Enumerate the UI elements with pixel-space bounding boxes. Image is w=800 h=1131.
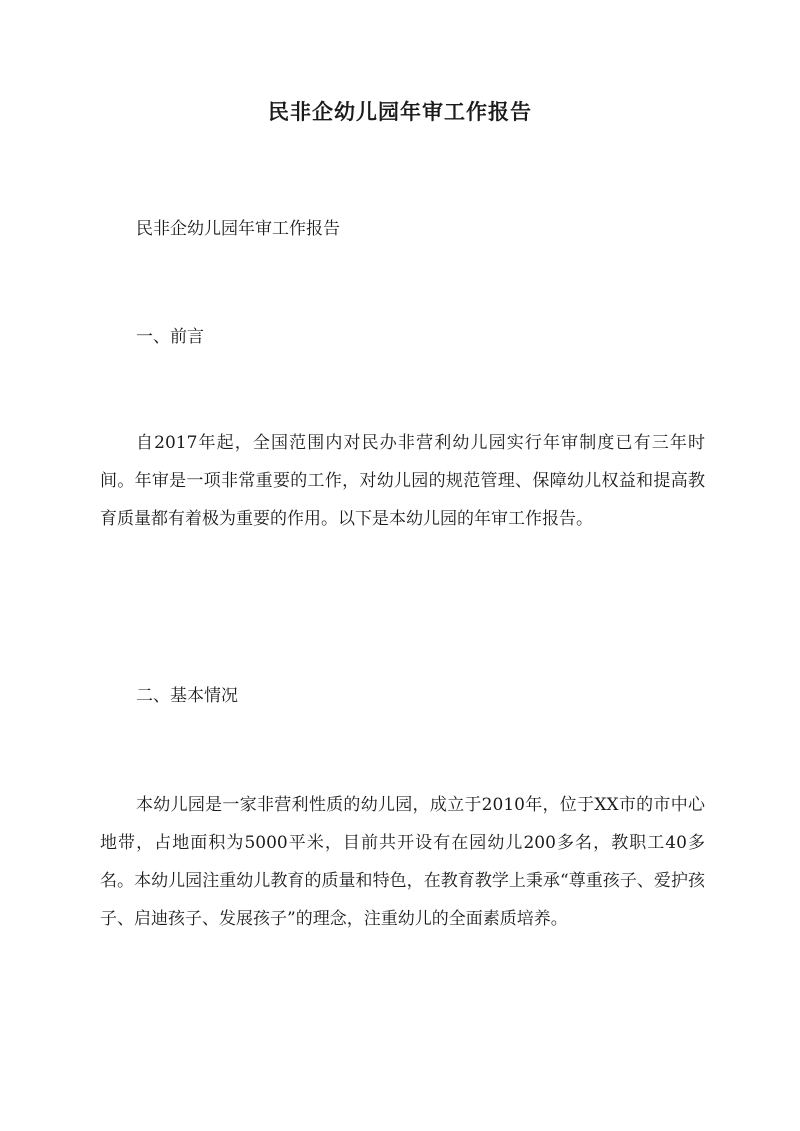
document-title: 民非企幼儿园年审工作报告: [268, 99, 532, 124]
document-subtitle: 民非企幼儿园年审工作报告: [136, 219, 340, 239]
section-paragraph-preface: 自2017年起，全国范围内对民办非营利幼儿园实行年审制度已有三年时间。年审是一项非常重要的工作，对幼儿园的规范管理、保障幼儿权益和提高教育质量都有着极为重要的作用。以下是本幼儿园的年审工作报告。: [100, 433, 705, 529]
section-heading-basic-info: 二、基本情况: [136, 686, 238, 706]
section-paragraph-basic-info: 本幼儿园是一家非营利性质的幼儿园，成立于2010年，位于XX市的市中心地带，占地面积为5000平米，目前共开设有在园幼儿200多名，教职工40多名。本幼儿园注重幼儿教育的质量和特色，在教育教学上秉承“尊重孩子、爱护孩子、启迪孩子、发展孩子”的理念，注重幼儿的全面素质培养。: [100, 795, 705, 929]
section-heading-preface: 一、前言: [136, 327, 204, 347]
